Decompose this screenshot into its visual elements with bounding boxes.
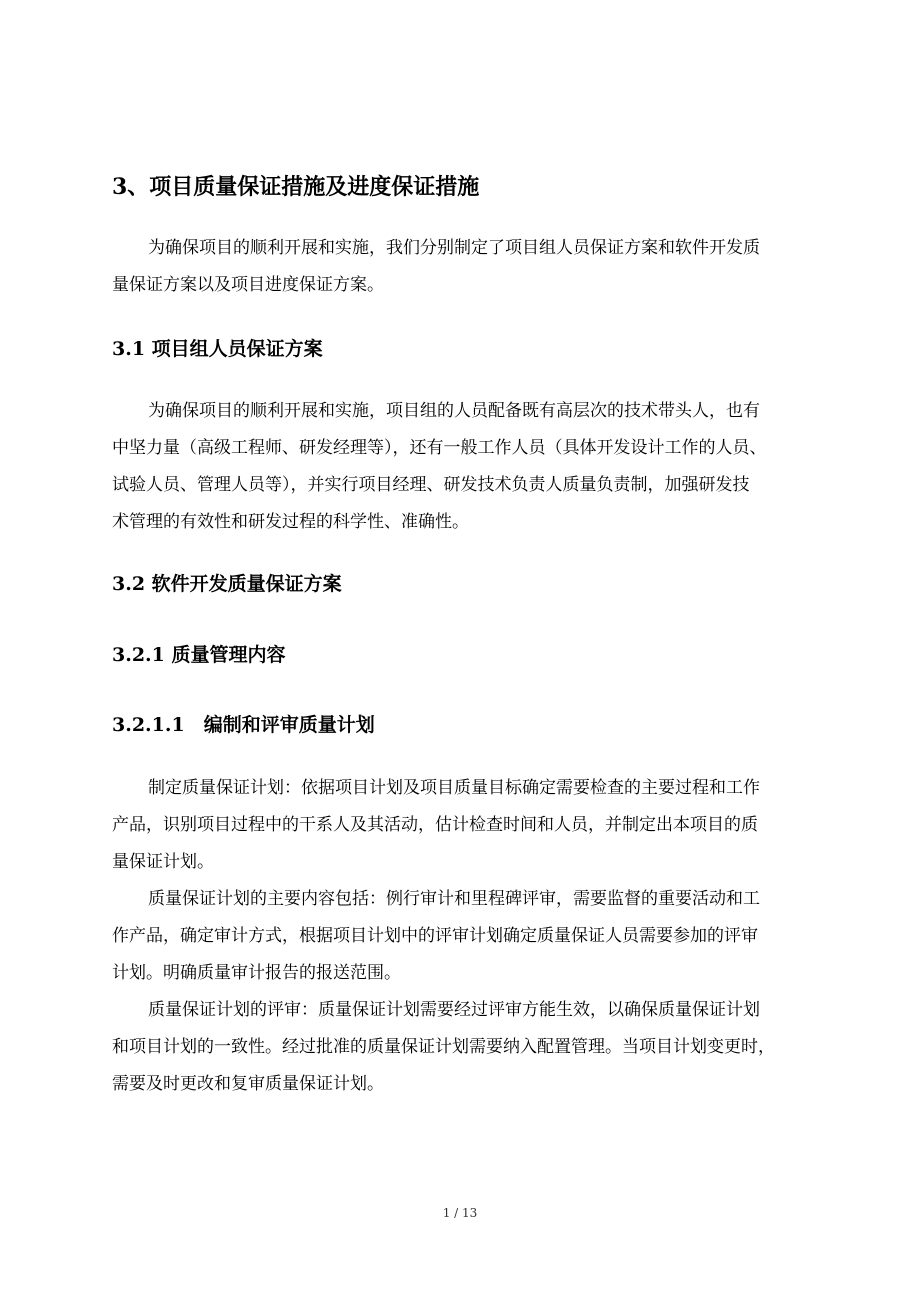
section-3-1-paragraph	[112, 393, 808, 541]
quality-plan-paragraph	[112, 770, 808, 881]
section-heading-3-2-1-1: 3.2.1.1 编制和评审质量计划	[112, 714, 375, 736]
page-number: 1 / 13	[442, 1206, 478, 1220]
paragraph-line: 作产品，确定审计方式，根据项目计划中的评审计划确定质量保证人员需要参加的评审	[112, 926, 758, 946]
paragraph-line: 质量保证计划的评审：质量保证计划需要经过评审方能生效，以确保质量保证计划	[148, 1000, 760, 1020]
paragraph-line: 为确保项目的顺利开展和实施，我们分别制定了项目组人员保证方案和软件开发质	[148, 238, 760, 258]
section-heading-3-2-1: 3.2.1 质量管理内容	[112, 644, 286, 666]
quality-plan-content-paragraph	[112, 881, 808, 992]
quality-plan-review-paragraph	[112, 992, 808, 1103]
paragraph-line: 计划。明确质量审计报告的报送范围。	[112, 963, 401, 983]
paragraph-line: 和项目计划的一致性。经过批准的质量保证计划需要纳入配置管理。当项目计划变更时，	[112, 1037, 775, 1057]
section-heading-3-2: 3.2 软件开发质量保证方案	[112, 573, 342, 595]
section-heading-3: 3、项目质量保证措施及进度保证措施	[112, 174, 480, 200]
section-heading-3-1: 3.1 项目组人员保证方案	[112, 338, 323, 360]
paragraph-line: 产品，识别项目过程中的干系人及其活动，估计检查时间和人员，并制定出本项目的质	[112, 815, 758, 835]
paragraph-line: 制定质量保证计划：依据项目计划及项目质量目标确定需要检查的主要过程和工作	[148, 778, 760, 798]
paragraph-line: 量保证计划。	[112, 852, 214, 872]
paragraph-line: 需要及时更改和复审质量保证计划。	[112, 1074, 384, 1094]
paragraph-line: 中坚力量（高级工程师、研发经理等），还有一般工作人员（具体开发设计工作的人员、	[112, 438, 767, 458]
intro-paragraph	[112, 230, 808, 304]
paragraph-line: 试验人员、管理人员等），并实行项目经理、研发技术负责人质量负责制，加强研发技	[112, 475, 750, 495]
paragraph-line: 量保证方案以及项目进度保证方案。	[112, 275, 384, 295]
paragraph-line: 术管理的有效性和研发过程的科学性、准确性。	[112, 512, 469, 532]
paragraph-line: 质量保证计划的主要内容包括：例行审计和里程碑评审，需要监督的重要活动和工	[148, 889, 760, 909]
paragraph-line: 为确保项目的顺利开展和实施，项目组的人员配备既有高层次的技术带头人，也有	[148, 401, 760, 421]
